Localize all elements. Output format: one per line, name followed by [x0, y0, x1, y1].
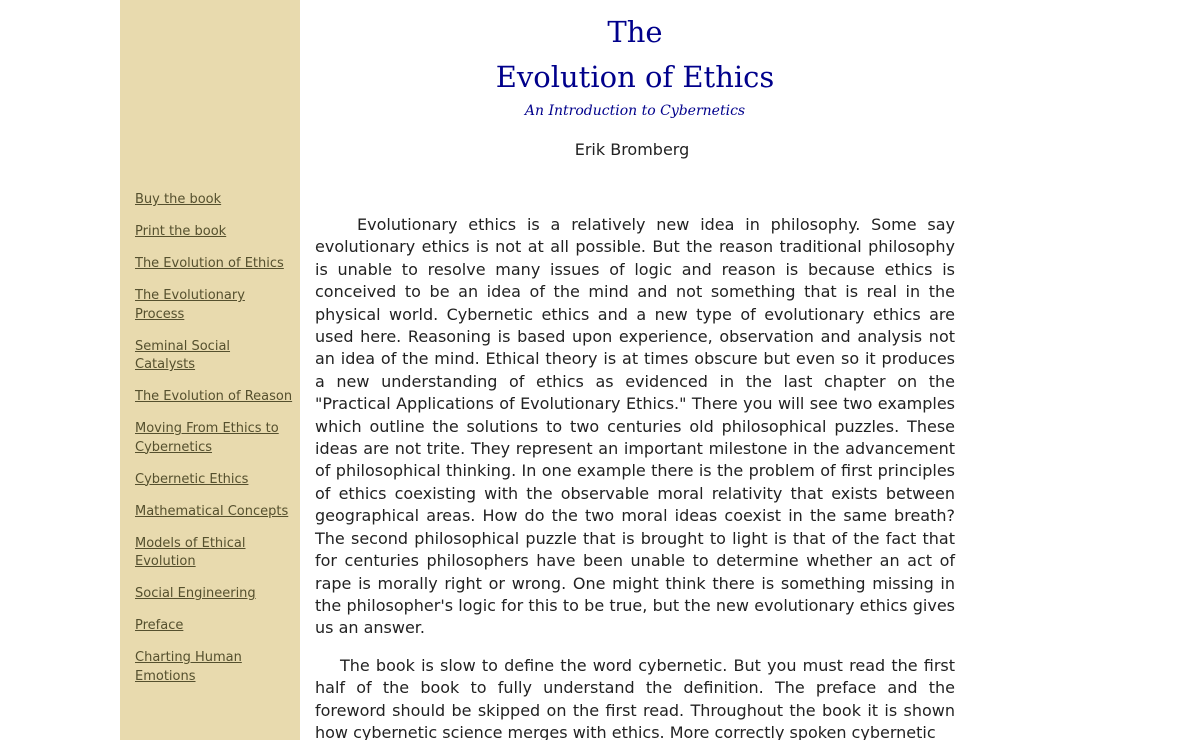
nav-link-evolutionary-process[interactable]: The Evolutionary Process — [135, 288, 245, 322]
nav-link-models-of-ethical-evolution[interactable]: Models of Ethical Evolution — [135, 535, 246, 569]
nav-link-cybernetic-ethics[interactable]: Cybernetic Ethics — [135, 471, 249, 487]
nav-link-preface[interactable]: Preface — [135, 618, 184, 633]
nav-link-mathematical-concepts[interactable]: Mathematical Concepts — [135, 503, 289, 519]
sidebar-item-moving-from-ethics — [135, 420, 293, 457]
sidebar-item-print-the-book — [135, 223, 293, 242]
sidebar-item-buy-the-book — [135, 191, 293, 210]
main-content — [315, 214, 955, 740]
nav-link-buy-the-book[interactable]: Buy the book — [135, 192, 222, 207]
nav-link-seminal-social-catalysts[interactable]: Seminal Social Catalysts — [135, 338, 231, 372]
page-subtitle: An Introduction to Cybernetics — [524, 103, 746, 119]
sidebar — [120, 0, 300, 740]
nav-link-social-engineering[interactable]: Social Engineering — [135, 586, 256, 601]
nav-link-evolution-of-reason[interactable]: The Evolution of Reason — [135, 389, 293, 404]
nav-link-charting-human-emotions[interactable]: Charting Human Emotions — [135, 650, 242, 684]
sidebar-item-charting-human-emotions — [135, 649, 293, 686]
intro-paragraph: Evolutionary ethics is a relatively new idea in philosophy. Some say evolutionary ethics is not at all possible. But the reason traditional philosophy is unable to resolve many issues of logic and reason is because ethics is conceived to be an idea of the mind and not something that is real in the physical world. Cybernetic ethics and a new type of evolutionary ethics are used here. Reasoning is based upon experience, observation and analysis not an idea of the mind. Ethical theory is at times obscure but even so it produces a new understanding of ethics as evidenced in the last chapter on the "Practical Applications of Evolutionary Ethics." There you will see two examples which outline the solutions to two centuries old philosophical puzzles. These ideas are not trite. They represent an important milestone in the advancement of philosophical thinking. In one example there is the problem of first principles of ethics coexisting with the observable moral relativity that exists between geographical areas. How do the two moral ideas coexist in the same breath? The second philosophical puzzle that is brought to light is that of the fact that for centuries philosophers have been unable to determine whether an act of rape is morally right or wrong. One might think there is something missing in the philosopher's logic for this to be true, but the new evolutionary ethics gives us an answer. — [315, 215, 955, 638]
nav-link-print-the-book[interactable]: Print the book — [135, 224, 227, 239]
author-name: Erik Bromberg — [574, 140, 690, 159]
sidebar-item-cybernetic-ethics — [135, 471, 293, 490]
sidebar-item-mathematical-concepts — [135, 503, 293, 522]
sidebar-item-models-of-ethical-evolution — [135, 535, 293, 572]
sidebar-item-social-engineering — [135, 585, 293, 604]
sidebar-item-evolution-of-ethics — [135, 255, 293, 274]
page-title-line2: Evolution of Ethics — [495, 60, 775, 94]
page-title-line1: The — [607, 15, 663, 49]
nav-link-evolution-of-ethics[interactable]: The Evolution of Ethics — [135, 256, 284, 271]
sidebar-item-preface — [135, 617, 293, 636]
sidebar-item-evolution-of-reason — [135, 388, 293, 407]
sidebar-nav — [135, 191, 293, 700]
sidebar-item-seminal-social-catalysts — [135, 338, 293, 375]
sidebar-item-evolutionary-process — [135, 287, 293, 324]
nav-link-moving-from-ethics[interactable]: Moving From Ethics to Cybernetics — [135, 421, 279, 455]
cybernetic-paragraph: The book is slow to define the word cybernetic. But you must read the first half of the book to fully understand the definition. The preface and the foreword should be skipped on the first read. Throughout the book it is shown how cybernetic science merges with ethics. More correctly spoken cybernetic — [315, 655, 955, 740]
